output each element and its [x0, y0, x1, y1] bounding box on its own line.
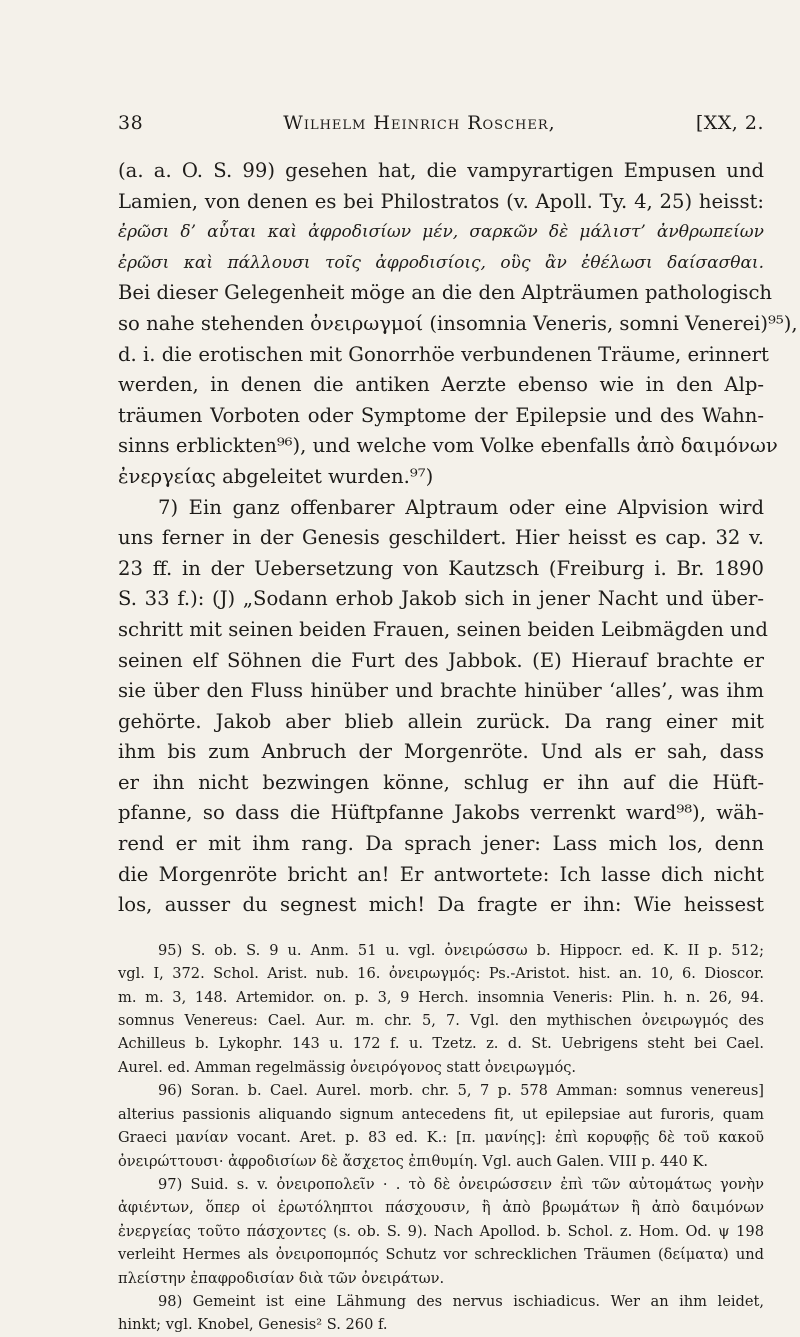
running-header [118, 112, 764, 142]
footnote-line: verleiht Hermes als ὀνειροπομπός Schutz vor schrecklichen Träumen (δείματα) und [118, 1246, 764, 1264]
text-line: sinns erblickten⁹⁶), und welche vom Volke ebenfalls ἀπὸ δαιμόνων [118, 434, 778, 458]
text-line: Bei dieser Gelegenheit möge an die den Alpträumen pathologisch [118, 281, 773, 305]
footnote-line: ἀφιέντων, ὅπερ οἱ ἐρωτόληπτοι πάσχουσιν, ἢ ἀπὸ βρωμάτων ἢ ἀπὸ δαιμόνων [118, 1199, 764, 1217]
footnote-line: 98) Gemeint ist eine Lähmung des nervus ischiadicus. Wer an ihm leidet, [158, 1292, 764, 1310]
text-line: pfanne, so dass die Hüftpfanne Jakobs verrenkt ward⁹⁸), wäh- [118, 801, 764, 825]
footnote-line: ἐνεργείας τοῦτο πάσχοντες (s. ob. S. 9). Nach Apollod. b. Schol. z. Hom. Od. ψ 198 [118, 1222, 764, 1240]
text-line: Lamien, von denen es bei Philostratos (v. Apoll. Ty. 4, 25) heisst: [118, 189, 764, 213]
text-line: werden, in denen die antiken Aerzte ebenso wie in den Alp- [118, 373, 764, 397]
footnotes [118, 939, 764, 1337]
footnote-line: 96) Soran. b. Cael. Aurel. morb. chr. 5, 7 p. 578 Amman: somnus venereus] [158, 1082, 764, 1100]
footnote-line: 97) Suid. s. v. ὀνειροπολεῖν · . τὸ δὲ ὀνειρώσσειν ἐπὶ τῶν αὐτομάτως γονὴν [158, 1175, 764, 1193]
text-line: er ihn nicht bezwingen könne, schlug er ihn auf die Hüft- [118, 770, 764, 794]
text-line: ihm bis zum Anbruch der Morgenröte. Und als er sah, dass [118, 740, 764, 764]
footnote-line: vgl. I, 372. Schol. Arist. nub. 16. ὀνειρωγμός: Ps.-Aristot. hist. an. 10, 6. Dioscor. [118, 965, 764, 983]
text-line: 23 ff. in der Uebersetzung von Kautzsch (Freiburg i. Br. 1890 [118, 556, 764, 580]
book-page [118, 112, 798, 1337]
text-line-greek: ἐρῶσι καὶ πάλλουσι τοῖς ἀφροδισίοις, οὓς ἂν ἐθέλωσι δαίσασθαι. [118, 252, 764, 273]
footnote-line: 95) S. ob. S. 9 u. Anm. 51 u. vgl. ὀνειρώσσω b. Hippocr. ed. K. II p. 512; [158, 941, 764, 959]
footnote-line: Aurel. ed. Amman regelmässig ὀνειρόγονος statt ὀνειρωγμός. [118, 1058, 577, 1076]
running-author: Wilhelm Heinrich Roscher, [283, 112, 556, 134]
text-line: (a. a. O. S. 99) gesehen hat, die vampyrartigen Empusen und [118, 159, 764, 182]
text-line: schritt mit seinen beiden Frauen, seinen beiden Leibmägden und [118, 617, 768, 641]
text-line: seinen elf Söhnen die Furt des Jabbok. (E) Hierauf brachte er [118, 648, 764, 672]
footnote-line: hinkt; vgl. Knobel, Genesis² S. 260 f. [118, 1316, 388, 1334]
text-line: so nahe stehenden ὀνειρωγμοί (insomnia Veneris, somni Venerei)⁹⁵), [118, 311, 798, 335]
text-line: gehörte. Jakob aber blieb allein zurück. Da rang einer mit [118, 709, 764, 733]
text-line-greek: ἐρῶσι δ’ αὗται καὶ ἀφροδισίων μέν, σαρκῶν δὲ μάλιστ’ ἀνθρωπείων [118, 222, 764, 243]
footnote-line: ὀνειρώττουσι· ἀφροδισίων δὲ ἄσχετος ἐπιθυμίη. Vgl. auch Galen. VIII p. 440 K. [118, 1152, 709, 1170]
page-number: 38 [118, 112, 144, 134]
text-line: träumen Vorboten oder Symptome der Epilepsie und des Wahn- [118, 403, 764, 427]
text-line: 7) Ein ganz offenbarer Alptraum oder eine Alpvision wird [158, 495, 764, 519]
text-line: d. i. die erotischen mit Gonorrhöe verbundenen Träume, erinnert [118, 342, 769, 366]
footnote-line: m. m. 3, 148. Artemidor. on. p. 3, 9 Herch. insomnia Veneris: Plin. h. n. 26, 94. [118, 988, 764, 1006]
text-line: die Morgenröte bricht an! Er antwortete: Ich lasse dich nicht [118, 862, 764, 886]
text-line: sie über den Fluss hinüber und brachte hinüber ‘alles’, was ihm [118, 679, 764, 703]
text-line: los, ausser du segnest mich! Da fragte er ihn: Wie heissest [118, 893, 764, 917]
text-line: rend er mit ihm rang. Da sprach jener: Lass mich los, denn [118, 832, 764, 856]
section-marker: [XX, 2. [695, 112, 764, 134]
footnote-line: πλείστην ἐπαφροδισίαν διὰ τῶν ὀνειράτων. [118, 1269, 445, 1287]
main-text [118, 156, 798, 921]
text-line: uns ferner in der Genesis geschildert. Hier heisst es cap. 32 v. [118, 526, 764, 550]
footnote-line: somnus Venereus: Cael. Aur. m. chr. 5, 7. Vgl. den mythischen ὀνειρωγμός des [118, 1012, 764, 1030]
footnote-line: alterius passionis aliquando signum antecedens fit, ut epilepsiae aut furoris, quam [118, 1105, 764, 1123]
text-line: S. 33 f.): (J) „Sodann erhob Jakob sich in jener Nacht und über- [118, 587, 764, 611]
footnote-line: Achilleus b. Lykophr. 143 u. 172 f. u. Tzetz. z. d. St. Uebrigens steht bei Cael. [118, 1035, 764, 1053]
footnote-line: Graeci μανίαν vocant. Aret. p. 83 ed. K.: [π. μανίης]: ἐπὶ κορυφῇς δὲ τοῦ κακοῦ [118, 1129, 764, 1147]
text-line: ἐνεργείας abgeleitet wurden.⁹⁷) [118, 464, 434, 488]
